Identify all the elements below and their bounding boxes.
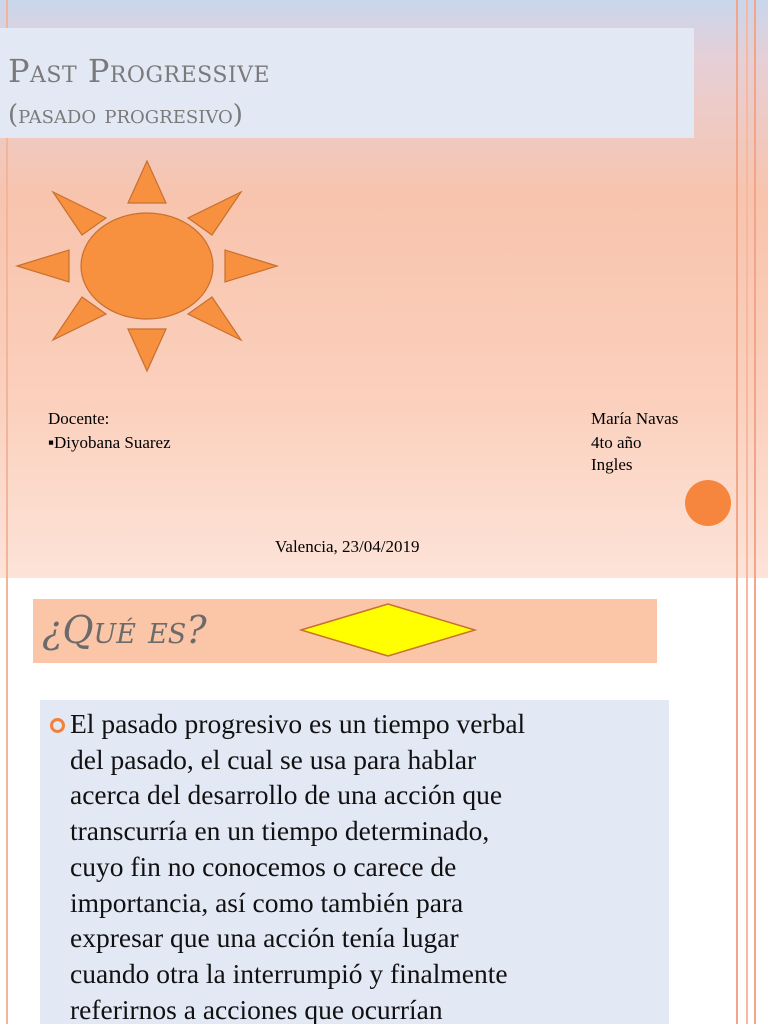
sun-icon <box>14 158 282 380</box>
decor-line <box>754 578 756 1024</box>
decor-line <box>6 578 8 1024</box>
slide-subtitle: (pasado progresivo) <box>8 100 243 130</box>
decor-line <box>736 0 738 578</box>
slide-title: Past Progressive <box>8 52 271 90</box>
paragraph-line: El pasado progresivo es un tiempo verbal <box>70 708 526 739</box>
decor-line <box>754 0 756 578</box>
student-subject: Ingles <box>591 455 633 474</box>
paragraph-line: cuando otra la interrumpió y finalmente <box>70 957 508 989</box>
student-name: María Navas <box>591 409 679 428</box>
place-date: Valencia, 23/04/2019 <box>275 537 420 556</box>
paragraph-line: cuyo fin no conocemos o carece de <box>70 850 457 882</box>
definition-paragraph <box>70 706 670 1024</box>
teacher-name: ▪Diyobana Suarez <box>48 433 171 452</box>
decor-line <box>746 578 748 1024</box>
definition-slide <box>0 578 768 1024</box>
paragraph-line: del pasado, el cual se usa para hablar <box>70 743 477 775</box>
teacher-label: Docente: <box>48 409 110 428</box>
slide-heading: ¿Qué es? <box>42 608 207 652</box>
decor-line <box>746 0 748 578</box>
paragraph-line: transcurría en un tiempo determinado, <box>70 815 490 847</box>
paragraph-line: importancia, así como también para <box>70 886 464 918</box>
paragraph-line: referirnos a acciones que ocurrían <box>70 993 443 1024</box>
diamond-icon <box>299 602 477 662</box>
orange-dot-icon <box>685 480 731 526</box>
decor-line <box>736 578 738 1024</box>
paragraph-line: acerca del desarrollo de una acción que <box>70 779 503 811</box>
ring-bullet-icon <box>50 718 65 733</box>
paragraph-line: expresar que una acción tenía lugar <box>70 922 459 954</box>
student-grade: 4to año <box>591 433 642 452</box>
